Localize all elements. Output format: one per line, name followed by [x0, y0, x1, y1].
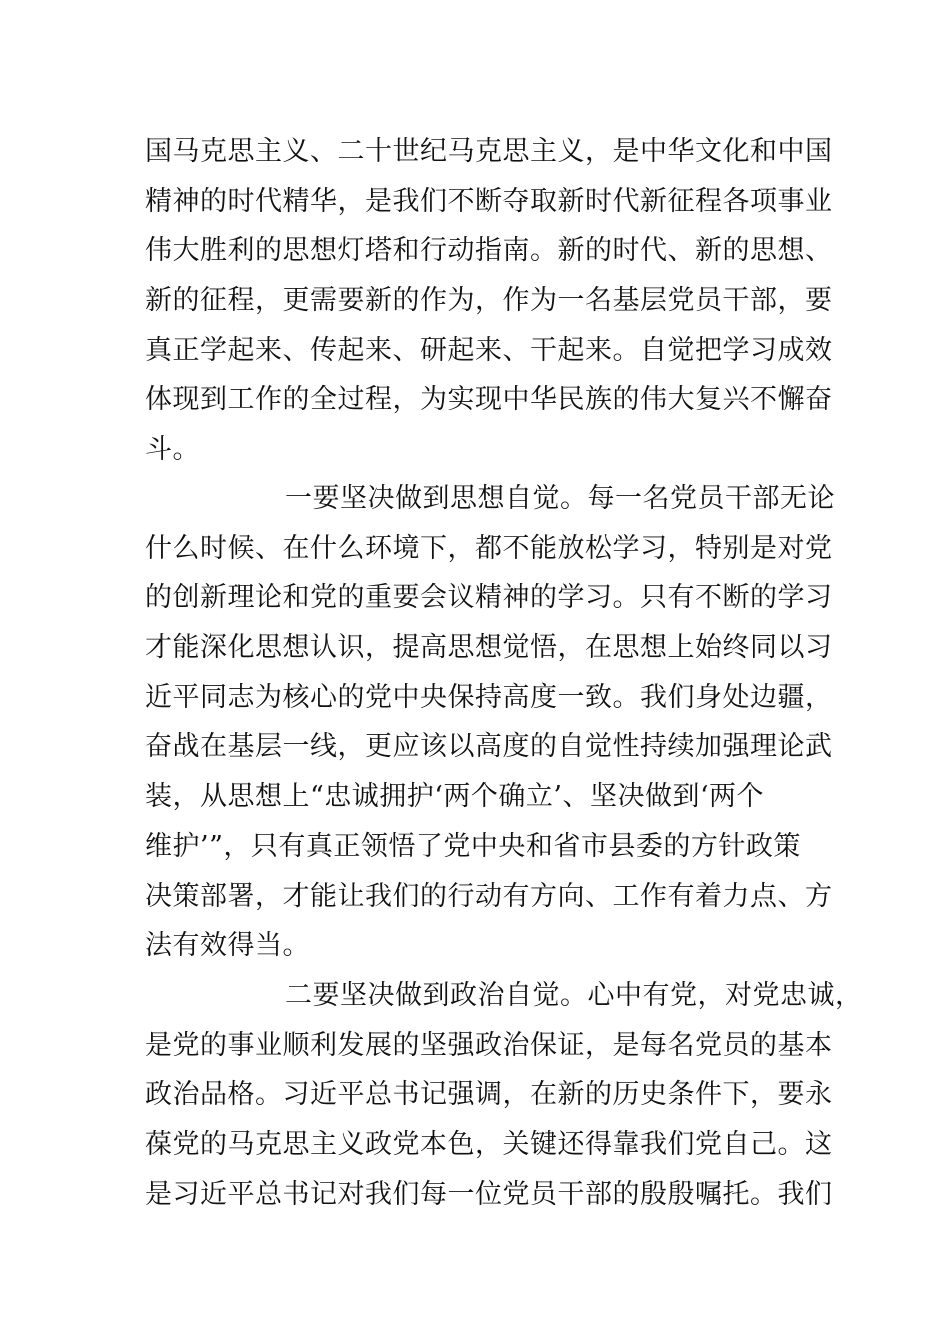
paragraph-3	[145, 971, 863, 1219]
text-line: 精神的时代精华，是我们不断夺取新时代新征程各项事业	[145, 185, 833, 217]
text-line: 葆党的马克思主义政党本色，关键还得靠我们党自己。这	[145, 1129, 833, 1161]
text-line: 什么时候、在什么环境下，都不能放松学习，特别是对党	[145, 532, 833, 564]
text-line: 奋战在基层一线，更应该以高度的自觉性持续加强理论武	[145, 731, 833, 763]
text-line: 是党的事业顺利发展的坚强政治保证，是每名党员的基本	[145, 1029, 833, 1061]
paragraph-2	[145, 474, 845, 971]
text-line: 维护’”，只有真正领悟了党中央和省市县委的方针政策	[145, 830, 801, 862]
text-line: 真正学起来、传起来、研起来、干起来。自觉把学习成效	[145, 334, 833, 366]
text-line: 法有效得当。	[145, 930, 310, 962]
text-line: 的创新理论和党的重要会议精神的学习。只有不断的学习	[145, 582, 833, 614]
text-line: 是习近平总书记对我们每一位党员干部的殷殷嘱托。我们	[145, 1178, 833, 1210]
text-line: 新的征程，更需要新的作为，作为一名基层党员干部，要	[145, 285, 833, 317]
text-line: 决策部署，才能让我们的行动有方向、工作有着力点、方	[145, 880, 833, 912]
text-line: 伟大胜利的思想灯塔和行动指南。新的时代、新的思想、	[145, 235, 833, 267]
paragraph-1	[145, 127, 845, 475]
text-line: 国马克思主义、二十世纪马克思主义，是中华文化和中国	[145, 136, 833, 167]
text-line: 才能深化思想认识，提高思想觉悟，在思想上始终同以习	[145, 632, 833, 664]
text-line: 体现到工作的全过程，为实现中华民族的伟大复兴不懈奋	[145, 384, 833, 416]
paragraph-heading-line: 二要坚决做到政治自觉。心中有党，对党忠诚，	[285, 980, 863, 1011]
text-line: 装，从思想上“忠诚拥护‘两个确立’、坚决做到‘两个	[145, 781, 765, 813]
text-line: 政治品格。习近平总书记强调，在新的历史条件下，要永	[145, 1079, 833, 1111]
paragraph-heading-line: 一要坚决做到思想自觉。每一名党员干部无论	[285, 483, 835, 514]
text-line: 斗。	[145, 434, 200, 466]
text-line: 近平同志为核心的党中央保持高度一致。我们身处边疆，	[145, 681, 833, 713]
